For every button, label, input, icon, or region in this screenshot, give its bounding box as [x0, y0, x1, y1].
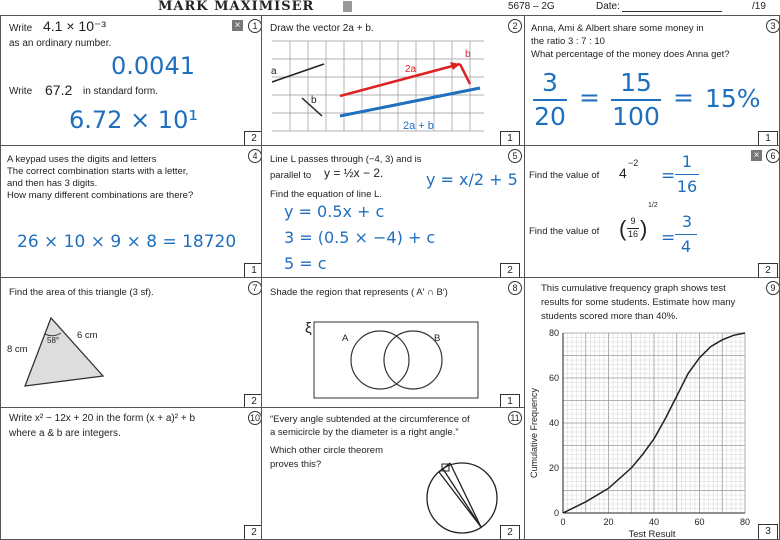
q6-exponent-2: 1/2 [648, 202, 658, 209]
question-number: 2 [508, 19, 522, 33]
q11-line-3: Which other circle theorem [270, 445, 383, 456]
date-line[interactable] [622, 11, 722, 12]
q6-base: 4 [619, 165, 627, 181]
marks-box: 3 [758, 524, 778, 540]
marks-box: 2 [758, 263, 778, 278]
q7-angle: 58° [47, 336, 60, 345]
q11-line-4: proves this? [270, 459, 322, 470]
q11-line-2: a semicircle by the diameter is a right angle.” [270, 427, 459, 438]
q7-prompt: Find the area of this triangle (3 sf). [9, 287, 154, 298]
marks-box: 1 [500, 394, 520, 408]
marks-box: 2 [500, 525, 520, 540]
paper-code: 5678 – 2G [508, 1, 555, 12]
question-number: 6 [766, 149, 780, 163]
vector-2a [340, 64, 460, 96]
q6-answer-2-den: 4 [680, 237, 692, 256]
q3-percent: 15% [705, 84, 761, 113]
circle-theorem-diagram [262, 408, 525, 540]
question-8-cell [261, 277, 525, 408]
q3-line-2: the ratio 3 : 7 : 10 [531, 36, 605, 47]
y-tick-label: 80 [548, 328, 559, 338]
q9-line-1: This cumulative frequency graph shows test [541, 283, 726, 294]
x-tick-label: 60 [694, 517, 705, 527]
cumulative-frequency-chart [525, 278, 780, 540]
question-number: 9 [766, 281, 780, 295]
label-2a: 2a [405, 64, 417, 75]
q9-line-2: results for some students. Estimate how many [541, 297, 736, 308]
q6-exponent: −2 [628, 158, 639, 168]
q7-side-2: 6 cm [77, 330, 98, 341]
question-number: 11 [508, 411, 522, 425]
calc-not-allowed-icon: × [751, 150, 762, 161]
question-number: 7 [248, 281, 262, 295]
q4-answer: 26 × 10 × 9 × 8 = 18720 [17, 232, 237, 252]
marks-box: 2 [244, 394, 262, 408]
triangle-diagram [1, 278, 262, 408]
q2-prompt: Draw the vector 2a + b. [270, 23, 374, 34]
question-3-cell: 3 Anna, Ami & Albert share some money in the ratio 3 : 7 : 10 What percentage of the money does Anna get? 3 20 = 15 100 = 15% 1 [524, 15, 780, 146]
question-4-cell [0, 145, 262, 278]
question-5-cell [261, 145, 525, 278]
q1-write-label: Write [9, 23, 33, 34]
q5-parallel-equation: y = ½x − 2. [324, 166, 384, 180]
q6-answer-1-num: 1 [681, 152, 693, 171]
q1-answer-2: 6.72 × 10¹ [69, 106, 198, 134]
q8-label-b: B [434, 333, 441, 344]
q6-answer-1-den: 16 [676, 177, 698, 196]
q8-xi: ξ [305, 320, 312, 337]
calculator-icon [343, 1, 352, 12]
y-tick-label: 0 [553, 508, 559, 518]
question-7-cell [0, 277, 262, 408]
y-tick-label: 40 [548, 418, 559, 428]
q8-label-a: A [342, 333, 349, 344]
question-9-cell [524, 277, 780, 540]
calc-not-allowed-icon: × [232, 20, 243, 31]
marks-box: 2 [244, 525, 262, 540]
q3-fraction-2-num: 15 [620, 68, 652, 97]
vector-grid[interactable] [262, 16, 525, 146]
q4-line-3: and then has 3 digits. [7, 178, 98, 189]
y-tick-label: 20 [548, 463, 559, 473]
q6-answer-2-num: 3 [681, 212, 693, 231]
x-tick-label: 80 [739, 517, 751, 527]
q5-line-1: Line L passes through (−4, 3) and is [270, 154, 422, 165]
q6-fraction-den: 16 [627, 229, 638, 239]
question-6-cell: × 6 Find the value of 4 −2 = 1 16 Find the value of ( 9 16 ) 1/2 = 3 4 2 [524, 145, 780, 278]
q1-instruction-2: in standard form. [83, 86, 159, 97]
q5-line-3: Find the equation of line L. [270, 189, 382, 200]
label-b-red: b [465, 49, 471, 60]
x-axis-label: Test Result [628, 529, 676, 540]
q10-line-2: where a & b are integers. [9, 428, 121, 439]
question-number: 8 [508, 281, 522, 295]
total-marks: /19 [752, 1, 766, 12]
vector-2a-plus-b [340, 88, 480, 116]
q3-fraction-1-den: 20 [534, 102, 566, 131]
x-tick-label: 40 [648, 517, 660, 527]
q5-line-2: parallel to [270, 170, 312, 181]
q6-text-1: Find the value of [529, 170, 600, 181]
label-a: a [271, 66, 277, 77]
q3-fraction-1-num: 3 [542, 68, 558, 97]
q8-prompt: Shade the region that represents ( A′ ∩ B′) [270, 287, 448, 298]
q6-text-2: Find the value of [529, 226, 600, 237]
vector-a [272, 64, 324, 82]
q3-line-3: What percentage of the money does Anna get? [531, 49, 730, 60]
marks-box: 2 [500, 263, 520, 278]
q9-line-3: students scored more than 40%. [541, 311, 678, 322]
q1-expression: 4.1 × 10⁻³ [43, 18, 107, 34]
question-1-cell [0, 15, 262, 146]
q3-fraction-2-den: 100 [612, 102, 660, 131]
q10-line-1: Write x² − 12x + 20 in the form (x + a)² + b [9, 413, 196, 424]
q1-write2-label: Write [9, 86, 33, 97]
q7-side-1: 8 cm [7, 344, 28, 355]
q5-equation-right: y = x/2 + 5 [426, 170, 518, 189]
label-sum: 2a + b [403, 120, 434, 132]
q4-line-1: A keypad uses the digits and letters [7, 154, 157, 165]
venn-diagram[interactable] [262, 278, 525, 408]
question-11-cell [261, 407, 525, 540]
q1-instruction: as an ordinary number. [9, 38, 112, 49]
date-label: Date: [596, 1, 620, 12]
question-number: 5 [508, 149, 522, 163]
question-number: 4 [248, 149, 262, 163]
question-number: 1 [248, 19, 262, 33]
q5-working-3: 5 = c [284, 254, 327, 273]
q6-fraction-num: 9 [630, 216, 636, 226]
question-number: 3 [766, 19, 780, 33]
marks-box: 1 [244, 263, 262, 278]
q4-line-2: The correct combination starts with a letter, [7, 166, 189, 177]
q1-answer-1: 0.0041 [111, 52, 195, 80]
y-axis-label: Cumulative Frequency [529, 387, 539, 479]
y-tick-label: 60 [548, 373, 559, 383]
x-tick-label: 20 [603, 517, 614, 527]
q4-line-4: How many different combinations are there? [7, 190, 194, 201]
q1-value: 67.2 [45, 82, 73, 98]
label-b: b [311, 95, 317, 106]
q5-working-2: 3 = (0.5 × −4) + c [284, 228, 436, 247]
question-10-cell [0, 407, 262, 540]
marks-box: 2 [244, 131, 262, 146]
marks-box: 1 [758, 131, 778, 146]
question-2-cell [261, 15, 525, 146]
question-number: 10 [249, 413, 260, 423]
x-tick-label: 0 [560, 517, 566, 527]
q3-line-1: Anna, Ami & Albert share some money in [531, 23, 704, 34]
vector-b-red [460, 64, 470, 84]
q5-working-1: y = 0.5x + c [284, 202, 385, 221]
q11-line-1: “Every angle subtended at the circumference of [270, 414, 470, 425]
marks-box: 1 [500, 131, 520, 146]
page-title: MARK MAXIMISER [158, 0, 315, 14]
